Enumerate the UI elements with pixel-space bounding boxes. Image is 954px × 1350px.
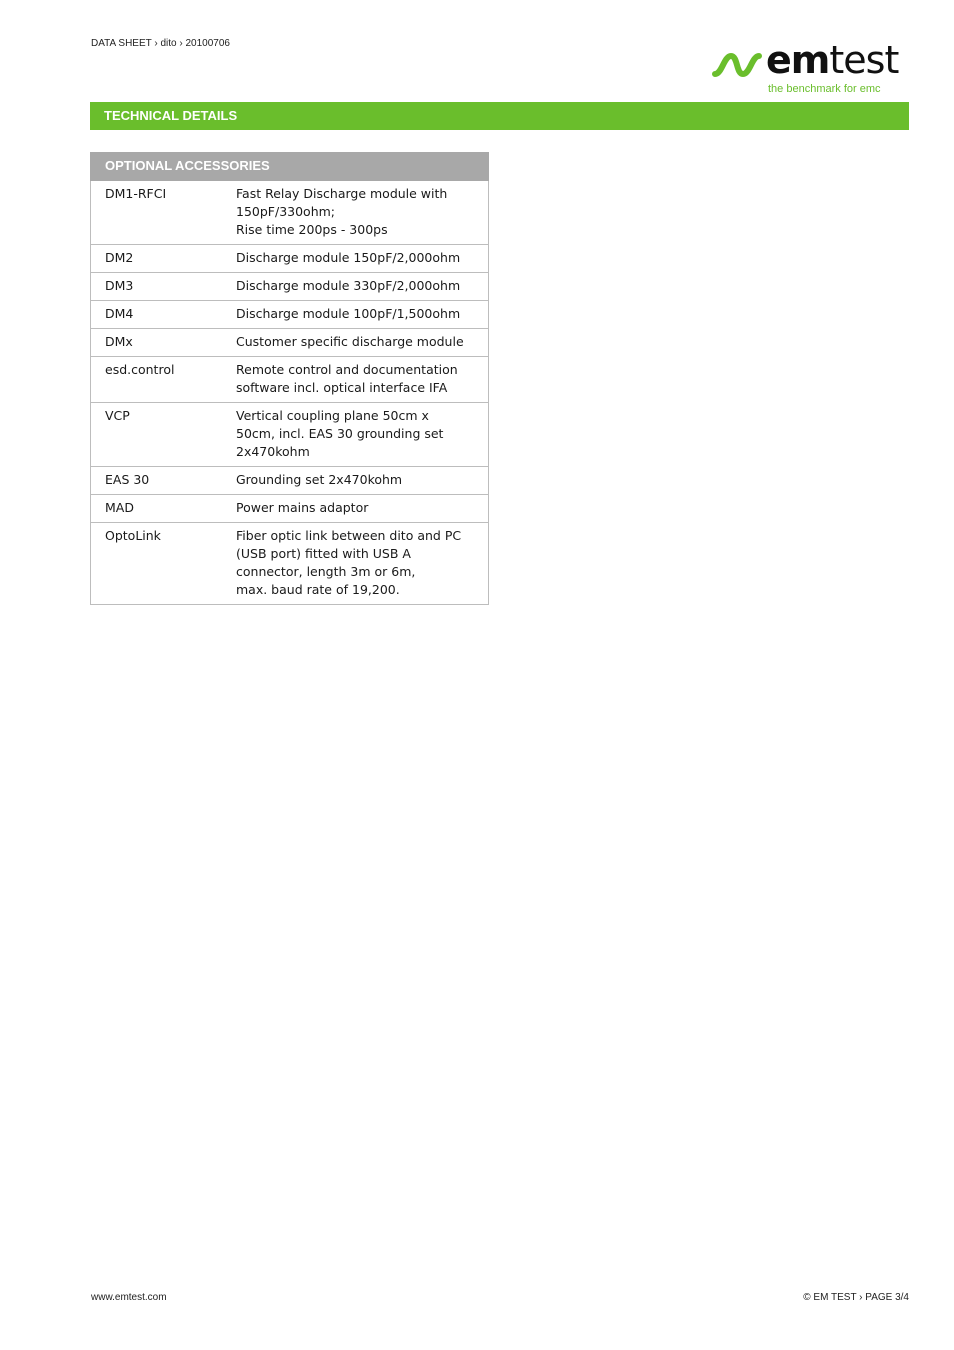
accessory-description: [236, 245, 489, 273]
description-line: max. baud rate of 19,200.: [236, 582, 400, 597]
accessory-description: [236, 273, 489, 301]
accessory-description: [236, 329, 489, 357]
table-row: [91, 495, 489, 523]
accessory-name: DM1-RFCI: [91, 181, 237, 245]
logo-wordmark: emtest: [766, 38, 899, 82]
description-line: Discharge module 150pF/2,000ohm: [236, 250, 461, 265]
accessory-name: DM2: [91, 245, 237, 273]
description-line: Remote control and documentation: [236, 362, 458, 377]
accessory-description: [236, 403, 489, 467]
description-line: software incl. optical interface IFA: [236, 380, 448, 395]
emtest-logo: [712, 38, 912, 98]
accessory-description: [236, 467, 489, 495]
accessory-name: DM4: [91, 301, 237, 329]
description-line: Discharge module 100pF/1,500ohm: [236, 306, 461, 321]
table-row: [91, 467, 489, 495]
accessory-name: DMx: [91, 329, 237, 357]
description-line: Fiber optic link between dito and PC: [236, 528, 462, 543]
description-line: 150pF/330ohm;: [236, 204, 336, 219]
accessories-table: [90, 152, 489, 605]
accessory-description: [236, 181, 489, 245]
accessory-name: OptoLink: [91, 523, 237, 605]
table-row: [91, 357, 489, 403]
description-line: Fast Relay Discharge module with: [236, 186, 448, 201]
description-line: Discharge module 330pF/2,000ohm: [236, 278, 461, 293]
footer-website: www.emtest.com: [91, 1292, 167, 1303]
accessories-heading: OPTIONAL ACCESSORIES: [91, 153, 489, 181]
description-line: 50cm, incl. EAS 30 grounding set: [236, 426, 444, 441]
description-line: connector, length 3m or 6m,: [236, 564, 416, 579]
accessory-name: MAD: [91, 495, 237, 523]
description-line: (USB port) fitted with USB A: [236, 546, 411, 561]
accessory-description: [236, 357, 489, 403]
logo-tagline: the benchmark for emc: [768, 83, 881, 95]
description-line: 2x470kohm: [236, 444, 310, 459]
footer-page-info: © EM TEST › PAGE 3/4: [803, 1292, 909, 1303]
accessory-description: [236, 523, 489, 605]
description-line: Rise time 200ps - 300ps: [236, 222, 388, 237]
table-row: [91, 245, 489, 273]
accessory-name: VCP: [91, 403, 237, 467]
accessory-name: EAS 30: [91, 467, 237, 495]
accessory-name: esd.control: [91, 357, 237, 403]
table-row: [91, 301, 489, 329]
table-row: [91, 403, 489, 467]
description-line: Grounding set 2x470kohm: [236, 472, 403, 487]
table-row: [91, 181, 489, 245]
breadcrumb: DATA SHEET › dito › 20100706: [91, 38, 230, 49]
description-line: Power mains adaptor: [236, 500, 369, 515]
wave-icon: [712, 52, 762, 78]
table-row: [91, 523, 489, 605]
description-line: Vertical coupling plane 50cm x: [236, 408, 429, 423]
accessory-name: DM3: [91, 273, 237, 301]
accessory-description: [236, 495, 489, 523]
section-title: TECHNICAL DETAILS: [90, 102, 909, 130]
description-line: Customer specific discharge module: [236, 334, 464, 349]
accessory-description: [236, 301, 489, 329]
table-row: [91, 273, 489, 301]
table-row: [91, 329, 489, 357]
